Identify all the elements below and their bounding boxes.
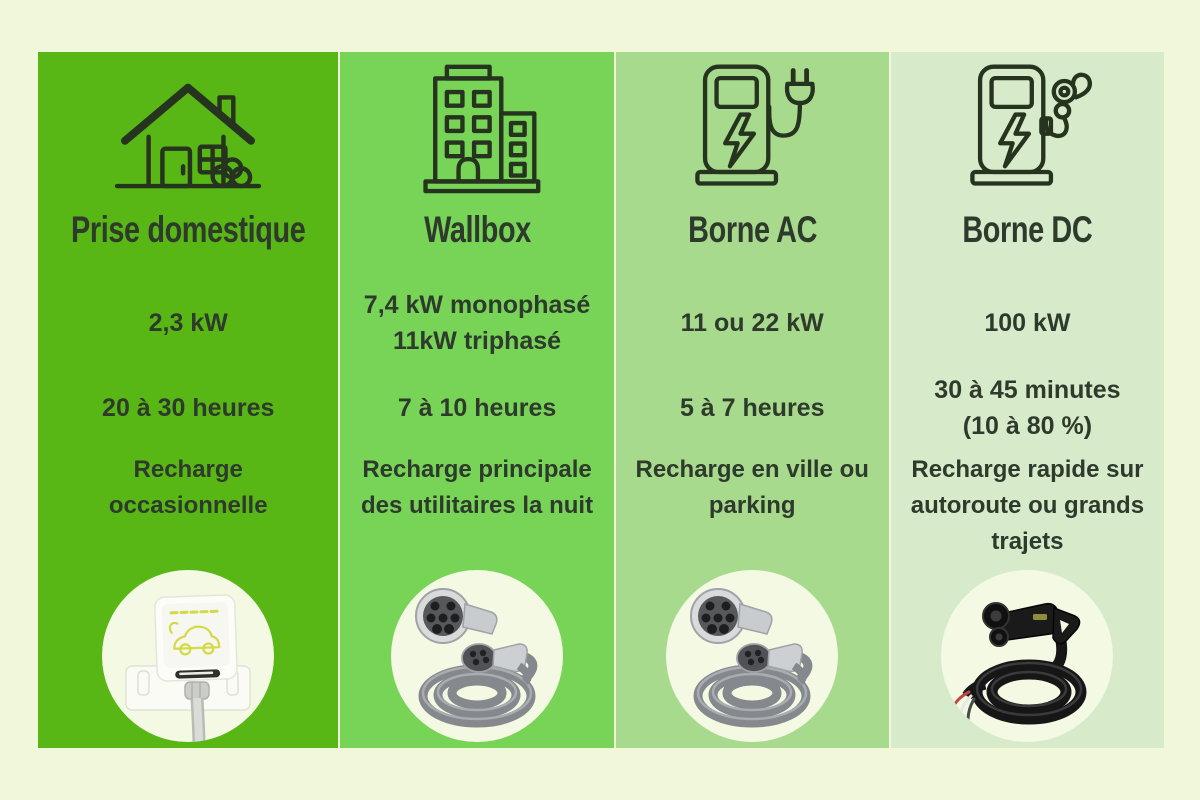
charge-duration [38, 370, 338, 446]
column-title: Prise domestique [71, 209, 306, 250]
column-icon-area [891, 52, 1164, 202]
power-spec [340, 258, 613, 370]
photo-area [38, 564, 338, 748]
photo-area [340, 564, 613, 748]
type2-charging-cable-photo [391, 570, 563, 742]
power-line: 7,4 kW monophasé [363, 291, 591, 319]
power-line: 11kW triphasé [392, 327, 562, 355]
power-line: 2,3 kW [148, 309, 228, 337]
usage-description [616, 446, 889, 564]
charging-station-gun-icon [952, 59, 1102, 195]
usage-line: Recharge [133, 456, 243, 483]
column-icon-area [616, 52, 889, 202]
duration-line: 30 à 45 minutes [934, 376, 1121, 404]
usage-line: Recharge en ville ou [635, 456, 869, 483]
column-title: Wallbox [423, 209, 531, 250]
column-borne-dc [891, 52, 1164, 748]
charge-duration [891, 370, 1164, 446]
column-title: Borne DC [962, 209, 1093, 250]
usage-line: trajets [991, 528, 1064, 555]
duration-line: (10 à 80 %) [962, 412, 1093, 440]
power-line: 11 ou 22 kW [680, 309, 824, 337]
power-spec [38, 258, 338, 370]
usage-line: Recharge principale [362, 456, 592, 483]
building-icon [402, 59, 552, 195]
duration-line: 5 à 7 heures [679, 394, 825, 422]
usage-line: occasionnelle [108, 492, 268, 519]
type2-charging-cable-photo [666, 570, 838, 742]
greenup-wall-socket-photo [102, 570, 274, 742]
duration-line: 7 à 10 heures [397, 394, 557, 422]
charging-station-plug-icon [677, 59, 827, 195]
photo-area [616, 564, 889, 748]
house-icon [109, 62, 267, 192]
usage-line: parking [708, 492, 796, 519]
column-icon-area [340, 52, 613, 202]
usage-line: Recharge rapide sur [911, 456, 1144, 483]
column-icon-area [38, 52, 338, 202]
usage-line: des utilitaires la nuit [361, 492, 594, 519]
duration-line: 20 à 30 heures [102, 394, 275, 422]
column-title: Borne AC [687, 209, 817, 250]
usage-description [38, 446, 338, 564]
power-spec [891, 258, 1164, 370]
usage-line: autoroute ou grands [910, 492, 1145, 519]
usage-description [340, 446, 613, 564]
dc-fast-charging-gun-photo [941, 570, 1113, 742]
column-borne-ac [616, 52, 889, 748]
photo-area [891, 564, 1164, 748]
comparison-board [38, 52, 1164, 748]
power-line: 100 kW [984, 309, 1071, 337]
charge-duration [616, 370, 889, 446]
power-spec [616, 258, 889, 370]
usage-description [891, 446, 1164, 564]
column-wallbox [340, 52, 613, 748]
column-prise-domestique [38, 52, 338, 748]
charge-duration [340, 370, 613, 446]
